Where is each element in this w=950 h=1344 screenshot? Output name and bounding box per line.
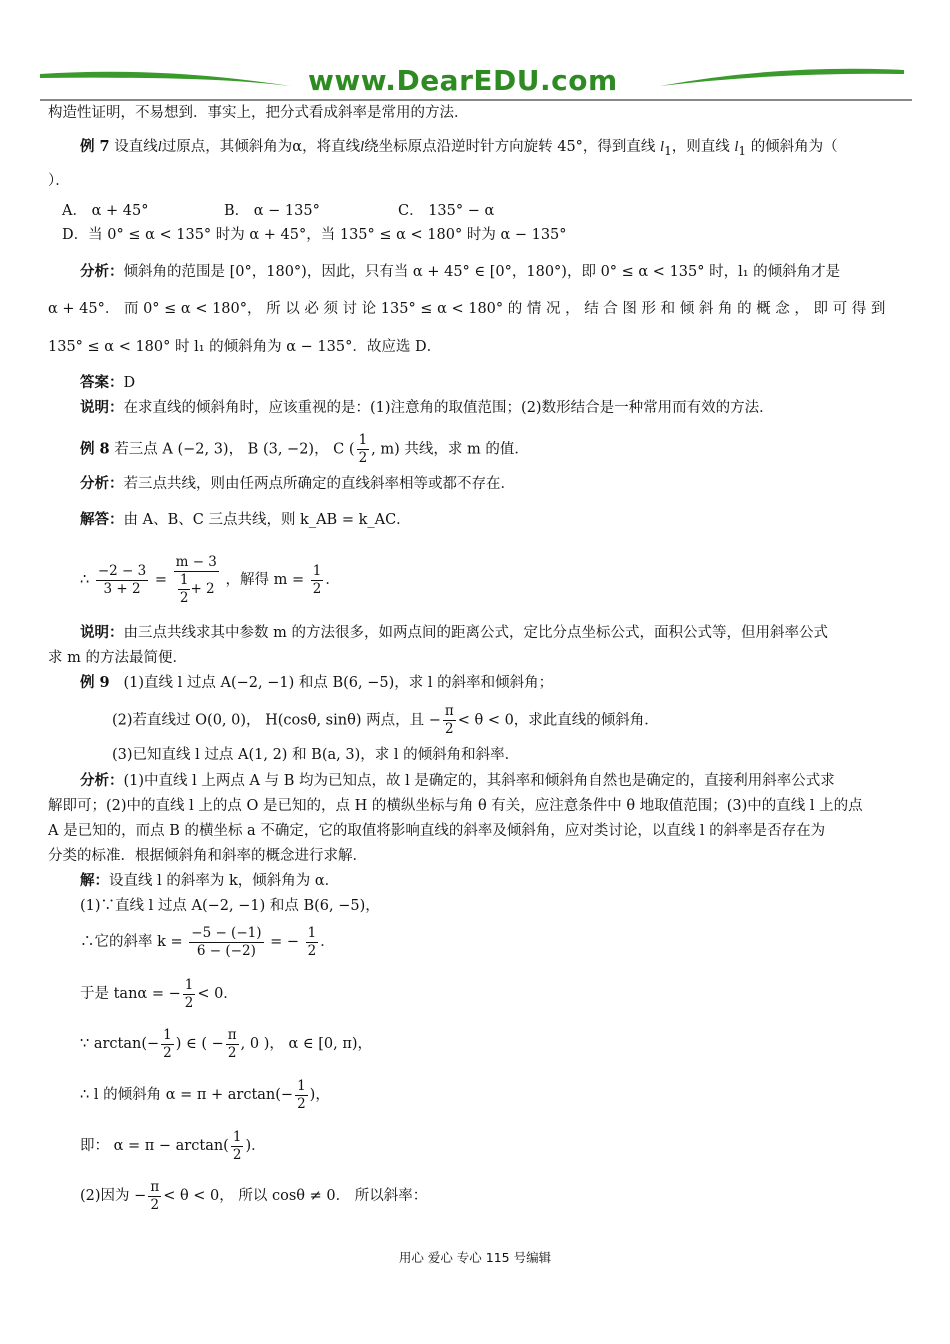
step-3: 于是 tanα = − $\frac{1}{2}$ < 0． — [80, 976, 238, 1011]
option-b: B． α − 135° — [224, 203, 320, 219]
text-line: 构造性证明，不易想到．事实上，把分式看成斜率是常用的方法． — [48, 105, 469, 121]
text: 设直线 l 的斜率为 k，倾斜角为 α． — [109, 873, 340, 889]
text: 过原点，其倾斜角为α，将直线 — [161, 139, 361, 155]
analysis-9-line3: A 是已知的，而点 B 的横坐标 a 不确定，它的取值将影响直线的斜率及倾斜角，应对类讨论，以直线 l 的斜率是否存在为 — [48, 823, 826, 839]
text: 在求直线的倾斜角时，应该重视的是：(1)注意角的取值范围；(2)数形结合是一种常用而有效的方法． — [123, 400, 774, 416]
text: , m) 共线，求 m 的值． — [371, 441, 529, 458]
step-5: ∴ l 的倾斜角 α = π + arctan(− $\frac{1}{2}$ )， — [80, 1077, 330, 1112]
text: 绕坐标原点沿逆时针方向旋转 45°，得到直线 — [364, 139, 656, 155]
analysis-label: 分析： — [80, 263, 124, 280]
answer-value: D — [123, 375, 136, 391]
solution-label: 解： — [80, 872, 109, 889]
example-8 — [80, 432, 529, 467]
option-c: C． 135° − α — [398, 203, 495, 219]
fraction: $\frac{\pi}{2}$ — [444, 703, 454, 737]
option-a: A． α + 45° — [62, 203, 149, 219]
page-footer: 用心 爱心 专心 115 号编辑 — [398, 1250, 552, 1265]
example-7: 例 7 设直线l过原点，其倾斜角为α，将直线l绕坐标原点沿逆时针方向旋转 45°，得到直线 $l_1$，则直线 $l_1$ 的倾斜角为（ — [80, 138, 838, 158]
answer-label: 答案： — [80, 374, 124, 391]
fraction: $\frac{1}{2}$ — [307, 924, 317, 959]
answer-7 — [80, 373, 135, 393]
step-7: (2)因为 − $\frac{\pi}{2}$ < θ < 0， 所以 cosθ ≠ 0． 所以斜率： — [80, 1178, 428, 1213]
solution-8 — [80, 510, 411, 530]
analysis-7-line2: α + 45°． 而 0° ≤ α < 180°， 所 以 必 须 讨 论 135° ≤ α < 180° 的 情 况 ， 结 合 图 形 和 倾 斜 角 的 概 念 ， 即 可 得 到 — [48, 301, 886, 317]
fraction: $\frac{-2 - 3}{3 + 2}$ — [97, 562, 147, 597]
text: < θ < 0，求此直线的倾斜角． — [457, 712, 659, 729]
analysis-9-line2: 解即可；(2)中的直线 l 上的点 O 是已知的，点 H 的横纵坐标与角 θ 有关，应注意条件中 θ 地取值范围；(3)中的直线 l 上的点 — [48, 798, 863, 814]
example-label: 例 9 — [80, 674, 110, 691]
example-9-part1 — [80, 673, 553, 693]
fraction: $\frac{-5 - (-1)}{6 - (-2)}$ — [191, 924, 262, 959]
fraction: $\frac{1}{2}$ — [312, 562, 322, 597]
text: 由三点共线求其中参数 m 的方法很多，如两点间的距离公式，定比分点坐标公式，面积公式等，但用斜率公式 — [123, 625, 828, 641]
note-7 — [80, 398, 774, 418]
fraction: $\frac{\pi}{2}$ — [150, 1178, 160, 1213]
text: 若三点 A (−2, 3)， B (3, −2)， C ( — [114, 441, 355, 458]
note-label: 说明： — [80, 624, 124, 641]
step-4: ∵ arctan(− $\frac{1}{2}$ ) ∈ ( − $\frac{\pi}{2}$ , 0 )， α ∈ [0, π)， — [80, 1026, 373, 1061]
solution-9 — [80, 871, 339, 891]
equation-8: ∴ $\frac{-2 - 3}{3 + 2}$ = m − 3 $\frac{1}{2}$ + 2 ，解得 m = $\frac{1}{2}$ ． — [80, 553, 340, 606]
solution-label: 解答： — [80, 511, 124, 528]
site-logo[interactable]: www.DearEDU.com — [308, 64, 618, 97]
fraction: $\frac{1}{2}$ — [232, 1128, 242, 1163]
note-8-line2: 求 m 的方法最简便． — [48, 650, 187, 666]
fraction: $\frac{1}{2}$ — [297, 1077, 306, 1112]
step-2: ∴它的斜率 k = $\frac{-5 - (-1)}{6 - (-2)}$ = − $\frac{1}{2}$ ． — [80, 924, 335, 959]
analysis-9-line1 — [80, 771, 835, 791]
analysis-label: 分析： — [80, 475, 124, 492]
text: (2)若直线过 O(0, 0)， H(cosθ, sinθ) 两点，且 − — [112, 712, 441, 729]
analysis-7-line1 — [80, 262, 840, 282]
fraction: $\frac{1}{2}$ — [163, 1026, 172, 1061]
step-1: (1)∵直线 l 过点 A(−2, −1) 和点 B(6, −5)， — [80, 898, 380, 914]
header-banner — [40, 56, 912, 104]
text: 的倾斜角为（ — [750, 139, 838, 155]
example-label: 例 7 — [80, 138, 110, 155]
text: 若三点共线，则由任两点所确定的直线斜率相等或都不存在． — [123, 476, 515, 492]
text: 由 A、B、C 三点共线，则 k_AB = k_AC． — [123, 512, 411, 528]
fraction: m − 3 $\frac{1}{2}$ + 2 — [175, 553, 217, 606]
example-9-part2 — [112, 703, 659, 738]
example-9-part3: (3)已知直线 l 过点 A(1, 2) 和 B(a, 3)，求 l 的倾斜角和斜率． — [112, 747, 520, 763]
step-6: 即： α = π − arctan( $\frac{1}{2}$ )． — [80, 1128, 266, 1163]
text: ，则直线 — [671, 139, 730, 155]
analysis-8 — [80, 474, 515, 494]
example-label: 例 8 — [80, 440, 110, 458]
text: 设直线 — [114, 139, 158, 155]
analysis-9-line4: 分类的标准．根据倾斜角和斜率的概念进行求解． — [48, 848, 367, 864]
option-d: D．当 0° ≤ α < 135° 时为 α + 45°，当 135° ≤ α < 180° 时为 α − 135° — [62, 227, 567, 243]
note-label: 说明： — [80, 399, 124, 416]
note-8-line1 — [80, 623, 828, 643]
text: (1)中直线 l 上两点 A 与 B 均为已知点，故 l 是确定的，其斜率和倾斜角自然也是确定的，直接利用斜率公式求 — [123, 773, 835, 789]
text: (1)直线 l 过点 A(−2, −1) 和点 B(6, −5)，求 l 的斜率和倾斜角； — [123, 675, 554, 691]
fraction: $\frac{\pi}{2}$ — [227, 1026, 237, 1061]
fraction: $\frac{1}{2}$ — [184, 976, 194, 1011]
text-line: ）． — [48, 173, 70, 189]
fraction: $\frac{1}{2}$ — [358, 432, 368, 466]
text: 倾斜角的范围是 [0°，180°)，因此，只有当 α + 45° ∈ [0°，180°)，即 0° ≤ α < 135° 时，l₁ 的倾斜角才是 — [123, 264, 841, 280]
analysis-7-line3: 135° ≤ α < 180° 时 l₁ 的倾斜角为 α − 135°．故应选 D． — [48, 339, 442, 355]
analysis-label: 分析： — [80, 772, 124, 789]
